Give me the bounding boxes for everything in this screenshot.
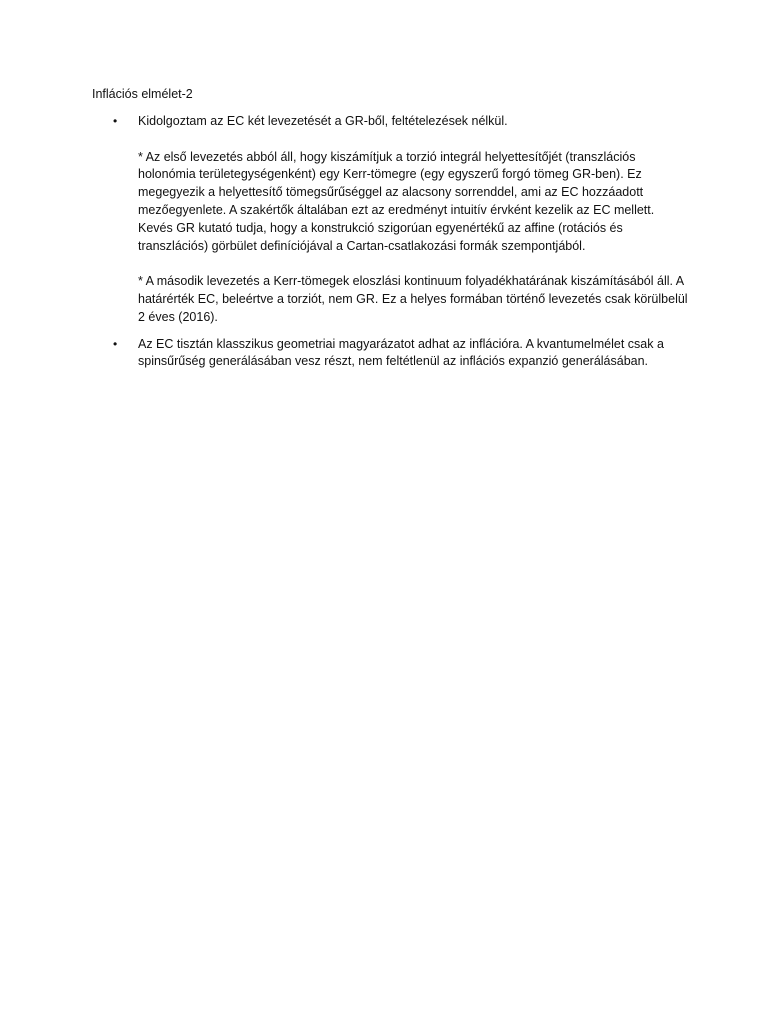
document-title: Inflációs elmélet-2: [92, 87, 193, 101]
bullet-1-paragraph-1: Kidolgoztam az EC két levezetését a GR-ből, feltételezések nélkül.: [138, 114, 508, 128]
bullet-icon: •: [113, 114, 118, 128]
bullet-item-2: [92, 336, 692, 372]
bullet-1-paragraph-2: * Az első levezetés abból áll, hogy kiszámítjuk a torzió integrál helyettesítőjét (transzlációs holonómia területegységenként) egy Kerr-tömegre (egy egyszerű forgó tömeg GR-ben). Ez megegyezik a helyettesítő tömegsűrűséggel az alacsony sorrenddel, ami az EC hozzáadott mezőegyenlete. A szakértők általában ezt az eredményt intuitív érvként kezelik az EC mellett. Kevés GR kutató tudja, hogy a konstrukció szigorúan egyenértékű az affine (rotációs és transzlációs) görbület definíciójával a Cartan-csatlakozási formák szempontjából.: [138, 149, 655, 253]
bullet-1-paragraph-3: * A második levezetés a Kerr-tömegek eloszlási kontinuum folyadékhatárának kiszámításából áll. A határérték EC, beleértve a torziót, nem GR. Ez a helyes formában történő levezetés csak körülbelül 2 éves (2016).: [138, 274, 688, 324]
bullet-list: [92, 113, 692, 371]
bullet-icon: •: [113, 336, 118, 351]
bullet-2-paragraph-1: Az EC tisztán klasszikus geometriai magyarázatot adhat az inflációra. A kvantumelmélet csak a spinsűrűség generálásában vesz részt, nem feltétlenül az inflációs expanzió generálásában.: [138, 336, 664, 369]
bullet-item-1: [92, 113, 692, 327]
